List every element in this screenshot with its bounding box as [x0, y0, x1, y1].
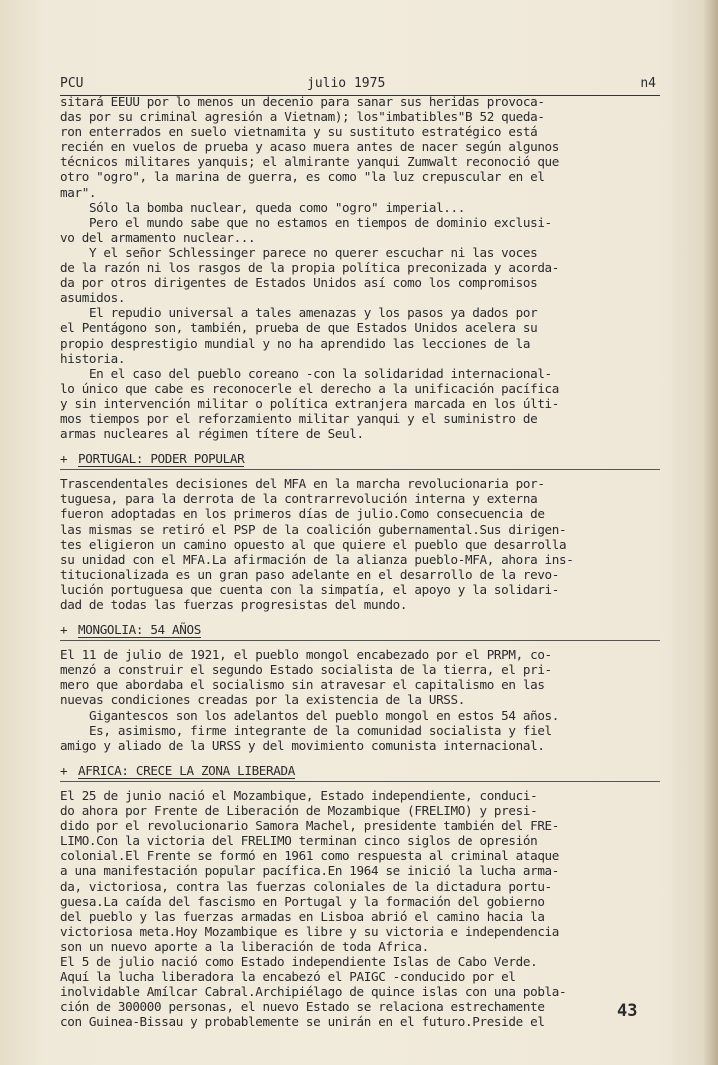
section-gap	[60, 778, 660, 788]
page-binding-edge	[704, 0, 718, 1065]
section-title: MONGOLIA: 54 AÑOS	[78, 622, 201, 638]
section-marker: +	[60, 762, 68, 778]
section-heading-africa	[60, 763, 660, 778]
intro-paragraphs: sitará EEUU por lo menos un decenio para sanar sus heridas provoca- das por su criminal agresión a Vietnam); los"imbatibles"B 52 queda- ron enterrados en suelo vietnamita y su sustituto estratégico está recién en vuelos de prueba y acaso muera antes de nacer según algunos técnicos militares yanquis; el almirante yanqui Zumwalt reconoció que otro "ogro", la marina de guerra, es como "la luz crepuscular en el mar". Sólo la bomba nuclear, queda como "ogro" imperial... Pero el mundo sabe que no estamos en tiempos de dominio exclusi- vo del armamento nuclear... Y el señor Schlessinger parece no querer escuchar ni las voces de la razón ni los rasgos de la propia política preconizada y acorda- da por otros dirigentes de Estados Unidos así como los compromisos asumidos. El repudio universal a tales amenazas y los pasos ya dados por el Pentágono son, también, prueba de que Estados Unidos acelera su propio desprestigio mundial y no ha aprendido las lecciones de la historia. En el caso del pueblo coreano -con la solidaridad internacional- lo único que cabe es reconocerle el derecho a la unificación pacífica y sin intervención militar o política extranjera marcada en los últi- mos tiempos por el reforzamiento militar yanqui y el suministro de armas nucleares al régimen títere de Seul.	[60, 94, 560, 442]
section-body-africa: El 25 de junio nació el Mozambique, Estado independiente, conduci- do ahora por Frente de Liberación de Mozambique (FRELIMO) y presi- dido por el revolucionario Samora Machel, presidente también del FRE- LIMO.Con la victoria del FRELIMO terminan cinco siglos de opresión colonial.El Frente se formó en 1961 como respuesta al criminal ataque a una manifestación popular pacífica.En 1964 se inició la lucha arma- da, victoriosa, contra las fuerzas coloniales de la dictadura portu- guesa.La caída del fascismo en Portugal y la formación del gobierno del pueblo y las fuerzas armadas en Lisboa abrió el camino hacia la victoriosa meta.Hoy Mozambique es libre y su victoria e independencia son un nuevo aporte a la liberación de toda Africa. El 5 de julio nació como Estado independiente Islas de Cabo Verde. Aquí la lucha liberadora la encabezó el PAIGC -conducido por el inolvidable Amílcar Cabral.Archipiélago de quince islas con una pobla- ción de 300000 personas, el nuevo Estado se relaciona estrechamente con Guinea-Bissau y probablemente se unirán en el futuro.Preside el	[60, 787, 567, 1030]
page-number: 43	[617, 1001, 638, 1021]
section-heading-mongolia	[60, 622, 660, 637]
section-body-mongolia: El 11 de julio de 1921, el pueblo mongol encabezado por el PRPM, co- menzó a construir el segundo Estado socialista de la tierra, el pri- mero que abordaba el socialismo sin atravesar el capitalismo en las nuevas condiciones creadas por la existencia de la URSS. Gigantescos son los adelantos del pueblo mongol en estos 54 años. Es, asimismo, firme integrante de la comunidad socialista y fiel amigo y aliado de la URSS y del movimiento comunista internacional.	[60, 647, 560, 753]
section-title: AFRICA: CRECE LA ZONA LIBERADA	[78, 762, 295, 778]
section-divider	[60, 640, 660, 641]
section-gap	[60, 466, 660, 476]
section-divider	[60, 781, 660, 782]
section-title: PORTUGAL: PODER POPULAR	[78, 451, 245, 467]
section-gap	[60, 753, 660, 763]
header-issue-number: n4	[640, 76, 656, 91]
header-date: julio 1975	[307, 76, 386, 91]
section-body-portugal: Trascendentales decisiones del MFA en la marcha revolucionaria por- tuguesa, para la derrota de la contrarrevolución interna y externa fueron adoptadas en los primeros días de julio.Como consecuencia de las mismas se retiró el PSP de la coalición gubernamental.Sus dirigen- tes eligieron un camino opuesto al que quiere el pueblo que desarrolla su unidad con el MFA.La afirmación de la alianza pueblo-MFA, ahora ins- titucionalizada es un gran paso adelante en el desarrollo de la revo- lución portuguesa que cuenta con la simpatía, el apoyo y la solidari- dad de todas las fuerzas progresistas del mundo.	[60, 476, 574, 612]
header-publication: PCU	[60, 76, 84, 91]
section-gap	[60, 637, 660, 647]
section-heading-portugal	[60, 451, 660, 466]
article-content	[60, 94, 660, 1029]
section-marker: +	[60, 622, 68, 638]
section-divider	[60, 469, 660, 470]
section-marker: +	[60, 451, 68, 467]
section-gap	[60, 612, 660, 622]
section-gap	[60, 441, 660, 451]
page-header	[60, 73, 660, 96]
